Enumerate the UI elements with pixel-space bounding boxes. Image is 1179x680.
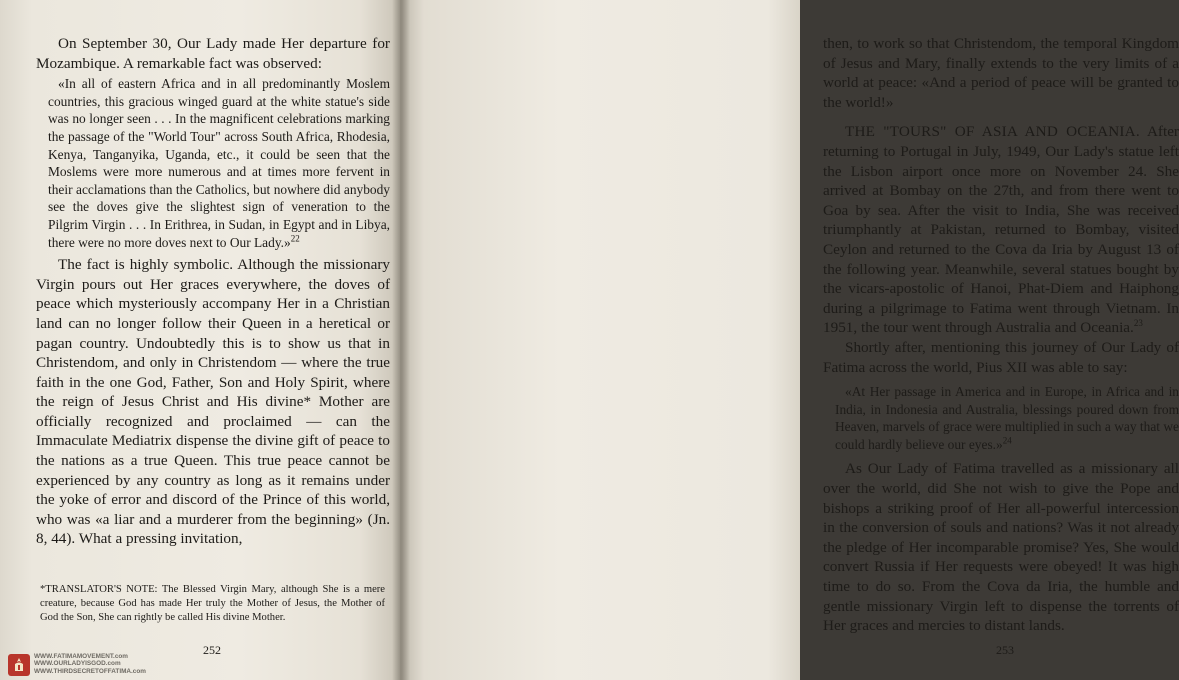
- watermark-url-1: WWW.FATIMAMOVEMENT.com: [34, 653, 128, 660]
- left-paragraph-1: On September 30, Our Lady made Her departure for Mozambique. A remarkable fact was observed:: [36, 35, 390, 72]
- translator-note-mark: *: [303, 393, 312, 411]
- translator-footnote: *TRANSLATOR'S NOTE: The Blessed Virgin Mary, although She is a mere creature, because God has made Her truly the Mother of Jesus, the Mother of God the Son, She can rightly be called His divine Mother.: [40, 584, 385, 623]
- book-gutter-shadow: [392, 0, 410, 680]
- right-paragraph-2: THE "TOURS" OF ASIA AND OCEANIA. After returning to Portugal in July, 1949, Our Lady's statue left the Lisbon airport once more on November 24. She arrived at Bombay on the 27th, and from there went to Goa by sea. After the visit to India, She was received triumphantly at Pakistan, returned to Bombay, visited Ceylon and returned to the Cova da Iria by August 13 of the following year. Meanwhile, several statues bought by the vicars-apostolic of Hanoi, Phat-Diem and Haiphong during a pilgrimage to Fatima went through Vietnam. In 1951, the tour went through Australia and Oceania.$^{23}$: [823, 123, 1179, 337]
- footnote-ref-24: 24: [1002, 435, 1012, 446]
- right-paragraph-3: Shortly after, mentioning this journey of Our Lady of Fatima across the world, Pius XII was able to say:: [823, 338, 1179, 376]
- right-quote-text: «At Her passage in America and in Europe, in Africa and in India, in Indonesia and Australia, blessings poured down from Heaven, marvels of grace were multiplied in such a way that we could hardly believe our eyes.»: [835, 384, 1179, 452]
- left-quote-text: «In all of eastern Africa and in all predominantly Moslem countries, this gracious winged guard at the white statue's side was no longer seen . . . In the magnificent celebrations marking the passage of the "World Tour" across South Africa, Rhodesia, Kenya, Tanganyika, Uganda, etc., it could be seen that the Moslems were more numerous and at times more fervent in their acclamations than the Catholics, but nowhere did anybody see the doves give the slightest sign of veneration to the Pilgrim Virgin . . . In Erithrea, in Sudan, in Egypt and in Libya, there were no more doves next to Our Lady.»: [48, 76, 390, 250]
- right-paragraph-1: then, to work so that Christendom, the temporal Kingdom of Jesus and Mary, finally extends to the very limits of a world at peace: «And a period of peace will be granted to the world!»: [823, 35, 1179, 111]
- left-page-text: [36, 34, 390, 549]
- page-number-right: 253: [996, 643, 1014, 657]
- footnote-ref-22: 22: [290, 233, 300, 244]
- website-watermark: [8, 653, 146, 676]
- left-page: [0, 0, 400, 680]
- watermark-url-2: WWW.OURLADYISGOD.com: [34, 660, 121, 668]
- right-page-text: [823, 34, 1179, 636]
- page-number-left: 252: [203, 643, 221, 657]
- section-heading: THE "TOURS" OF ASIA AND OCEANIA.: [845, 123, 1140, 141]
- left-block-quote: [48, 75, 390, 251]
- right-block-quote: [835, 383, 1179, 453]
- fatima-movement-logo-icon: [8, 654, 30, 676]
- left-paragraph-2: The fact is highly symbolic. Although the missionary Virgin pours out Her graces everywhere, the doves of peace which mysteriously accompany Her in a Christian land can no longer follow their Queen in a heretical or pagan country. Undoubtedly this is to show us that in Christendom, and only in Christendom — where the true faith in the one God, Father, Son and Holy Spirit, where the reign of Jesus Christ and His divine* Mother are officially recognized and proclaimed — can the Immaculate Mediatrix dispense the divine gift of peace to the nations as a true Queen. This true peace cannot be experienced by any country as long as it remains under the yoke of error and discord of the Prince of this world, who was «a liar and a murderer from the beginning» (Jn. 8, 44). What a pressing invitation,: [36, 256, 390, 548]
- right-page: [400, 0, 1179, 680]
- footnote-ref-23: 23: [1133, 318, 1143, 329]
- watermark-url-3: WWW.THIRDSECRETOFFATIMA.com: [34, 667, 146, 675]
- right-paragraph-4: As Our Lady of Fatima travelled as a missionary all over the world, did She not wish to give the Pope and bishops a striking proof of Her all-powerful intercession in the conversion of souls and nations? Was it not already the pledge of Her incomparable promise? Yes, She would convert Russia if Her requests were obeyed! It was high time to do so. From the Cova da Iria, the humble and gentle missionary Virgin left to dispense the torrents of Her graces and mercies to distant lands.: [823, 460, 1179, 635]
